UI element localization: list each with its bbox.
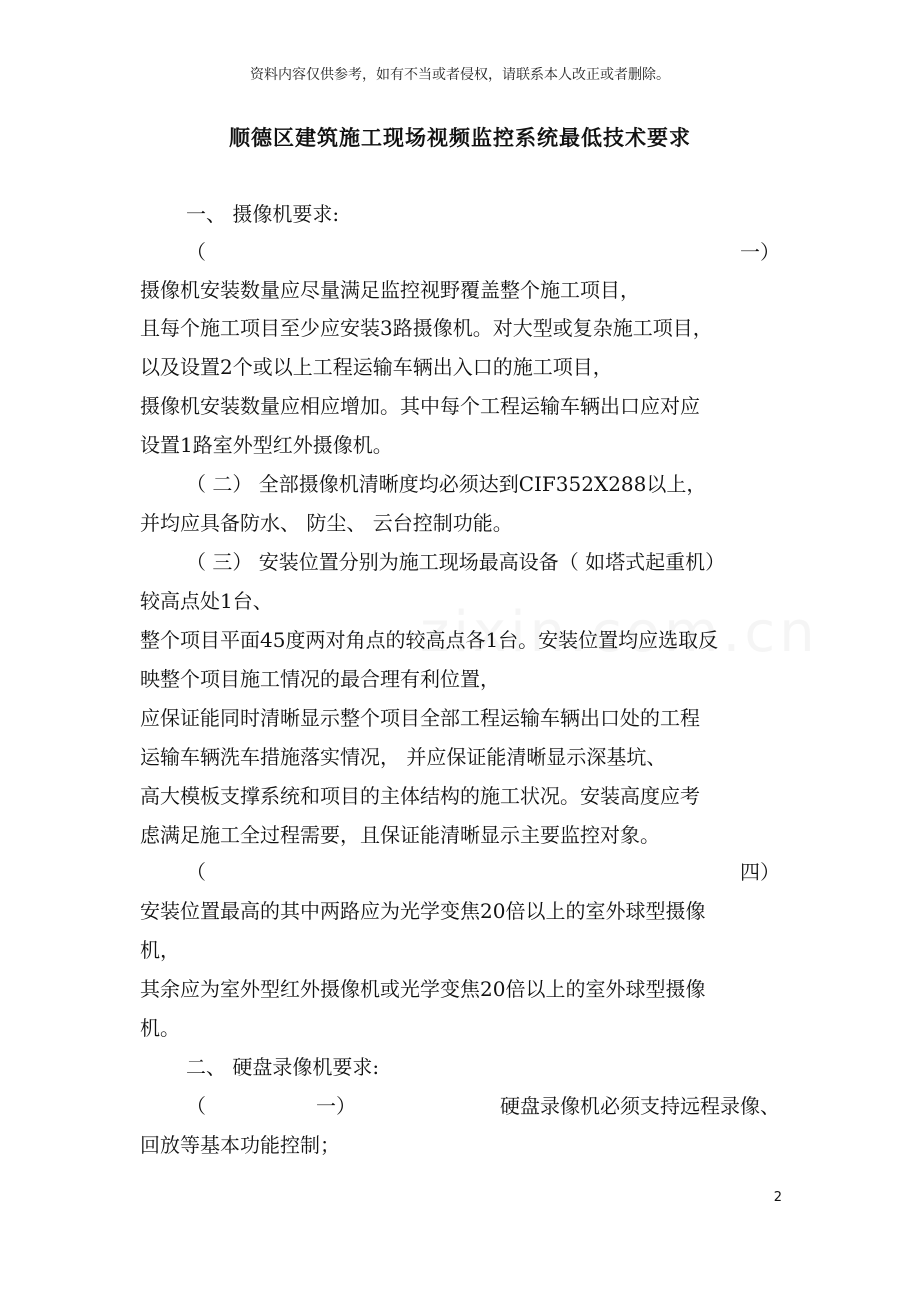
item-number: 一）: [316, 1094, 356, 1118]
body-line: 虑满足施工全过程需要，且保证能清晰显示主要监控对象。: [140, 823, 660, 847]
item-5-line: [186, 1092, 780, 1120]
body-line: 机，: [140, 938, 180, 962]
item-4-label: [186, 858, 780, 886]
section-1-heading: 一、 摄像机要求:: [186, 202, 340, 226]
body-line: 整个项目平面45度两对角点的较高点各1台。安装位置均应选取反: [140, 628, 719, 652]
body-line: 其余应为室外型红外摄像机或光学变焦20倍以上的室外球型摄像: [140, 977, 706, 1001]
paren-open: （: [186, 860, 206, 884]
body-line: 以及设置2个或以上工程运输车辆出入口的施工项目，: [140, 355, 613, 379]
body-line: 摄像机安装数量应相应增加。其中每个工程运输车辆出口应对应: [140, 394, 700, 418]
body-line: 应保证能同时清晰显示整个项目全部工程运输车辆出口处的工程: [140, 706, 700, 730]
body-line: 安装位置最高的其中两路应为光学变焦20倍以上的室外球型摄像: [140, 899, 706, 923]
body-line: 且每个施工项目至少应安装3路摄像机。对大型或复杂施工项目，: [140, 316, 713, 340]
body-line: 运输车辆洗车措施落实情况， 并应保证能清晰显示深基坑、: [140, 745, 667, 769]
item-number: 一）: [740, 240, 780, 264]
body-line: 设置1路室外型红外摄像机。: [140, 433, 393, 457]
item-3-line: （ 三） 安装位置分别为施工现场最高设备（ 如塔式起重机）: [186, 550, 726, 574]
paren-open: （: [186, 1094, 206, 1118]
item-1-label: [186, 238, 780, 266]
item-text: 硬盘录像机必须支持远程录像、: [500, 1094, 780, 1118]
body-line: 较高点处1台、: [140, 589, 273, 613]
body-line: 映整个项目施工情况的最合理有利位置，: [140, 667, 500, 691]
paren-open: （: [186, 240, 206, 264]
body-line: 并均应具备防水、 防尘、 云台控制功能。: [140, 511, 513, 535]
body-line: 回放等基本功能控制；: [140, 1133, 340, 1157]
section-2-heading: 二、 硬盘录像机要求:: [186, 1055, 380, 1079]
body-line: 机。: [140, 1016, 180, 1040]
document-title: 顺德区建筑施工现场视频监控系统最低技术要求: [229, 125, 691, 150]
body-line: 高大模板支撑系统和项目的主体结构的施工状况。安装高度应考: [140, 784, 700, 808]
item-number: 四）: [740, 860, 780, 884]
page-number: 2: [773, 1190, 782, 1205]
page-header-disclaimer: 资料内容仅供参考，如有不当或者侵权，请联系本人改正或者删除。: [250, 67, 670, 83]
item-2-line: （ 二） 全部摄像机清晰度均必须达到CIF352X288以上，: [186, 472, 707, 496]
body-line: 摄像机安装数量应尽量满足监控视野覆盖整个施工项目，: [140, 278, 640, 302]
